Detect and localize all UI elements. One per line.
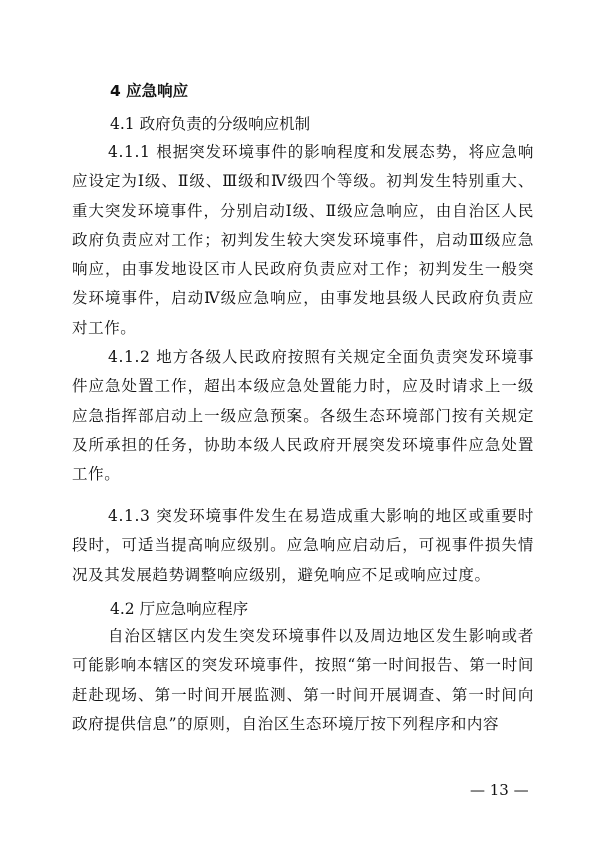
- paragraph-4-1-2: 4.1.2 地方各级人民政府按照有关规定全面负责突发环境事件应急处置工作，超出本级应急处置能力时，应及时请求上一级应急指挥部启动上一级应急预案。各级生态环境部门按有关规定及所承担的任务，协助本级人民政府开展突发环境事件应急处置工作。: [72, 348, 534, 484]
- paragraph-4-1-3: 4.1.3 突发环境事件发生在易造成重大影响的地区或重要时段时，可适当提高响应级别。应急响应启动后，可视事件损失情况及其发展趋势调整响应级别，避免响应不足或响应过度。: [72, 507, 534, 584]
- page-number: — 13 —: [470, 781, 529, 799]
- paragraph-4-2: 自治区辖区内发生突发环境事件以及周边地区发生影响或者可能影响本辖区的突发环境事件，按照“第一时间报告、第一时间赶赴现场、第一时间开展监测、第一时间开展调查、第一时间向政府提供信息”的原则，自治区生态环境厅按下列程序和内容: [72, 627, 534, 733]
- paragraph-4-1-1: 4.1.1 根据突发环境事件的影响程度和发展态势，将应急响应设定为Ⅰ级、Ⅱ级、Ⅲ级和Ⅳ级四个等级。初判发生特别重大、重大突发环境事件，分别启动Ⅰ级、Ⅱ级应急响应，由自治区人民政府负责应对工作；初判发生较大突发环境事件，启动Ⅲ级应急响应，由事发地设区市人民政府负责应对工作；初判发生一般突发环境事件，启动Ⅳ级应急响应，由事发地县级人民政府负责应对工作。: [72, 143, 534, 337]
- subsection-heading-4-1: 4.1 政府负责的分级响应机制: [110, 115, 311, 133]
- subsection-heading-4-2: 4.2 厅应急响应程序: [110, 600, 249, 618]
- section-heading: 4 应急响应: [110, 82, 189, 100]
